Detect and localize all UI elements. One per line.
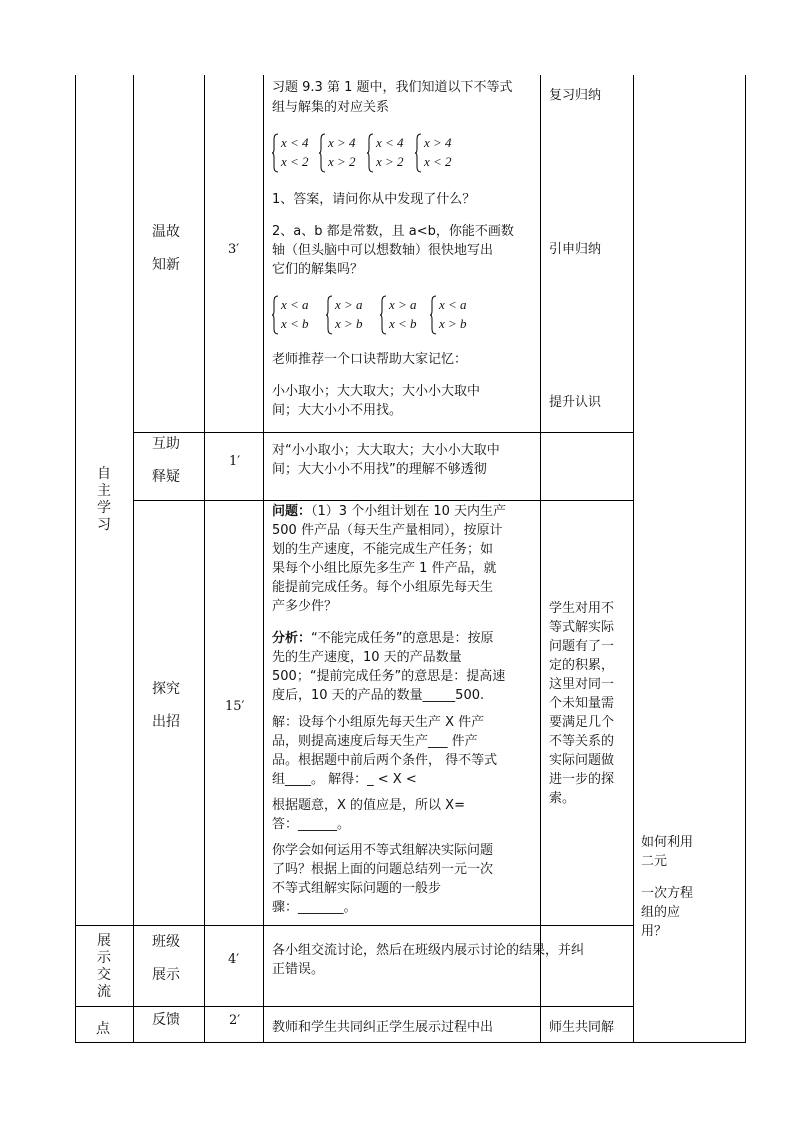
problem-label: 问题：	[272, 504, 312, 519]
time-huzhu: 1′	[229, 454, 241, 469]
inequality: x > 2	[328, 154, 356, 169]
wengu-question-2a: 2、a、b 都是常数，且 a<b，你能不画数	[272, 224, 514, 239]
brace-icon	[367, 133, 374, 173]
tanjiu-solution-3: 品。根据题中前后两个条件， 得不等式	[272, 753, 498, 768]
brace-icon	[380, 295, 387, 335]
fankui-side: 师生共同解	[549, 1020, 615, 1035]
problem-text-1: （1）3 个小组计划在 10 天内生产	[311, 504, 506, 519]
tanjiu-problem-3: 划的生产速度，不能完成生产任务；如	[272, 542, 494, 557]
inequality: x < 4	[376, 135, 404, 150]
tanjiu-solution-6: 答：______。	[272, 817, 351, 832]
tanjiu-solution-1: 解：设每个小组原先每天生产 X 件产	[272, 715, 485, 730]
tanjiu-problem-5: 能提前完成任务。每个小组原先每天生	[272, 580, 494, 595]
time-fankui: 2′	[229, 1013, 241, 1028]
brace-icon	[272, 133, 279, 173]
lastcol-line-5: 用？	[641, 924, 668, 939]
time-tanjiu: 15′	[225, 699, 245, 714]
step-wengu-line2: 知新	[152, 257, 180, 273]
tanjiu-analysis-2: 先的生产速度，10 天的产品数量	[272, 650, 462, 665]
tanjiu-side-line: 不等关系的	[549, 734, 615, 749]
table-border-right	[745, 75, 746, 1043]
table-border-left	[75, 75, 76, 1043]
tanjiu-conclusion-1: 你学会如何运用不等式组解决实际问题	[272, 843, 494, 858]
time-banji: 4′	[228, 952, 240, 967]
col-divider-4	[540, 75, 541, 1043]
tanjiu-problem-1	[272, 502, 506, 521]
wengu-side-2: 引申归纳	[549, 242, 602, 257]
lastcol-line-1: 如何利用	[641, 835, 694, 850]
wengu-tip: 老师推荐一个口诀帮助大家记忆：	[272, 352, 468, 367]
inequality: x > 4	[424, 135, 452, 150]
tanjiu-side-line: 学生对用不	[549, 601, 615, 616]
inequality: x < b	[389, 316, 417, 331]
brace-icon	[415, 133, 422, 173]
lastcol-line-4: 组的应	[641, 905, 681, 920]
tanjiu-side-line: 进一步的探	[549, 772, 615, 787]
row-divider-1	[133, 432, 633, 433]
wengu-side-1: 复习归纳	[549, 88, 602, 103]
step-tanjiu-line1: 探究	[152, 681, 180, 697]
step-huzhu-line2: 释疑	[152, 469, 180, 485]
inequality: x < b	[281, 316, 309, 331]
tanjiu-side-line: 等式解实际	[549, 620, 615, 635]
section-label-zhanshi: 展示交流	[97, 933, 111, 1000]
brace-icon	[430, 295, 437, 335]
tanjiu-conclusion-4: 骤：_______。	[272, 900, 357, 915]
inequality: x < a	[439, 297, 467, 312]
tanjiu-side-line: 这里对同一	[549, 677, 615, 692]
inequality: x < 4	[281, 135, 309, 150]
tanjiu-problem-2: 500 件产品（每天生产量相同），按原计	[272, 523, 503, 538]
fankui-text: 教师和学生共同纠正学生展示过程中出	[272, 1020, 494, 1035]
step-huzhu-line1: 互助	[152, 436, 180, 452]
tanjiu-side-line: 索。	[549, 791, 576, 806]
zhanshi-line-2: 正错误。	[272, 962, 325, 977]
step-wengu-line1: 温故	[152, 224, 180, 240]
tanjiu-analysis-4: 度后，10 天的产品的数量_____500.	[272, 688, 485, 703]
tanjiu-solution-2: 品，则提高速度后每天生产___ 件产	[272, 734, 478, 749]
brace-icon	[326, 295, 333, 335]
tanjiu-side-line: 个未知量需	[549, 696, 615, 711]
inequality: x > a	[335, 297, 363, 312]
table-border-bottom	[75, 1042, 746, 1043]
huzhu-line-1: 对“小小取小；大大取大；大小小大取中	[272, 443, 500, 458]
col-divider-3	[263, 75, 264, 1043]
inequality: x > b	[439, 316, 467, 331]
section-label-zizhu: 自主学习	[97, 466, 111, 533]
inequality: x < 2	[281, 154, 309, 169]
tanjiu-solution-4: 组____。 解得：_ < X <	[272, 772, 417, 787]
lastcol-line-2: 二元	[641, 854, 668, 869]
inequality: x > b	[335, 316, 363, 331]
tanjiu-analysis-1	[272, 629, 494, 648]
wengu-side-3: 提升认识	[549, 395, 602, 410]
wengu-question-2c: 它们的解集吗？	[272, 262, 364, 277]
wengu-question-2b: 轴（但头脑中可以想数轴）很快地写出	[272, 243, 494, 258]
row-divider-3	[75, 925, 633, 926]
lastcol-line-3: 一次方程	[641, 886, 694, 901]
tanjiu-analysis-3: 500；“提前完成任务”的意思是：提高速	[272, 669, 506, 684]
tanjiu-side-line: 实际问题做	[549, 753, 615, 768]
row-divider-4	[75, 1006, 633, 1007]
step-banji-line1: 班级	[152, 934, 180, 950]
row-divider-2	[133, 500, 633, 501]
inequality: x > a	[389, 297, 417, 312]
step-tanjiu-line2: 出招	[152, 714, 180, 730]
inequality: x < a	[281, 297, 309, 312]
analysis-label: 分析：	[272, 631, 312, 646]
brace-icon	[272, 295, 279, 335]
col-divider-5	[633, 75, 634, 1043]
inequality: x > 4	[328, 135, 356, 150]
col-divider-2	[204, 75, 205, 1043]
tanjiu-problem-6: 产多少件？	[272, 599, 338, 614]
tanjiu-side-line: 定的积累，	[549, 658, 615, 673]
wengu-intro-2: 组与解集的对应关系	[272, 100, 390, 115]
step-banji-line2: 展示	[152, 967, 180, 983]
brace-icon	[319, 133, 326, 173]
zhanshi-line-1: 各小组交流讨论，然后在班级内展示讨论的结果，并纠	[272, 943, 585, 958]
wengu-rhyme-2: 间；大大小小不用找。	[272, 403, 403, 418]
tanjiu-side-line: 问题有了一	[549, 639, 615, 654]
wengu-rhyme-1: 小小取小；大大取大；大小小大取中	[272, 384, 481, 399]
inequality: x > 2	[376, 154, 404, 169]
wengu-intro-1: 习题 9.3 第 1 题中，我们知道以下不等式	[272, 80, 513, 95]
tanjiu-side-line: 要满足几个	[549, 715, 615, 730]
time-wengu: 3′	[228, 242, 240, 257]
wengu-question-1: 1、答案，请问你从中发现了什么？	[272, 192, 476, 207]
tanjiu-solution-5: 根据题意，X 的值应是，所以 X=	[272, 798, 465, 813]
step-fankui: 反馈	[152, 1012, 180, 1028]
tanjiu-conclusion-2: 了吗？根据上面的问题总结列一元一次	[272, 862, 494, 877]
tanjiu-conclusion-3: 不等式组解实际问题的一般步	[272, 881, 442, 896]
huzhu-line-2: 间；大大小小不用找”的理解不够透彻	[272, 462, 487, 477]
col-divider-1	[133, 75, 134, 1043]
tanjiu-problem-4: 果每个小组比原先多生产 1 件产品，就	[272, 561, 497, 576]
section-label-dian: 点	[96, 1021, 110, 1037]
analysis-text-1: “不能完成任务”的意思是：按原	[311, 631, 494, 646]
inequality: x < 2	[424, 154, 452, 169]
